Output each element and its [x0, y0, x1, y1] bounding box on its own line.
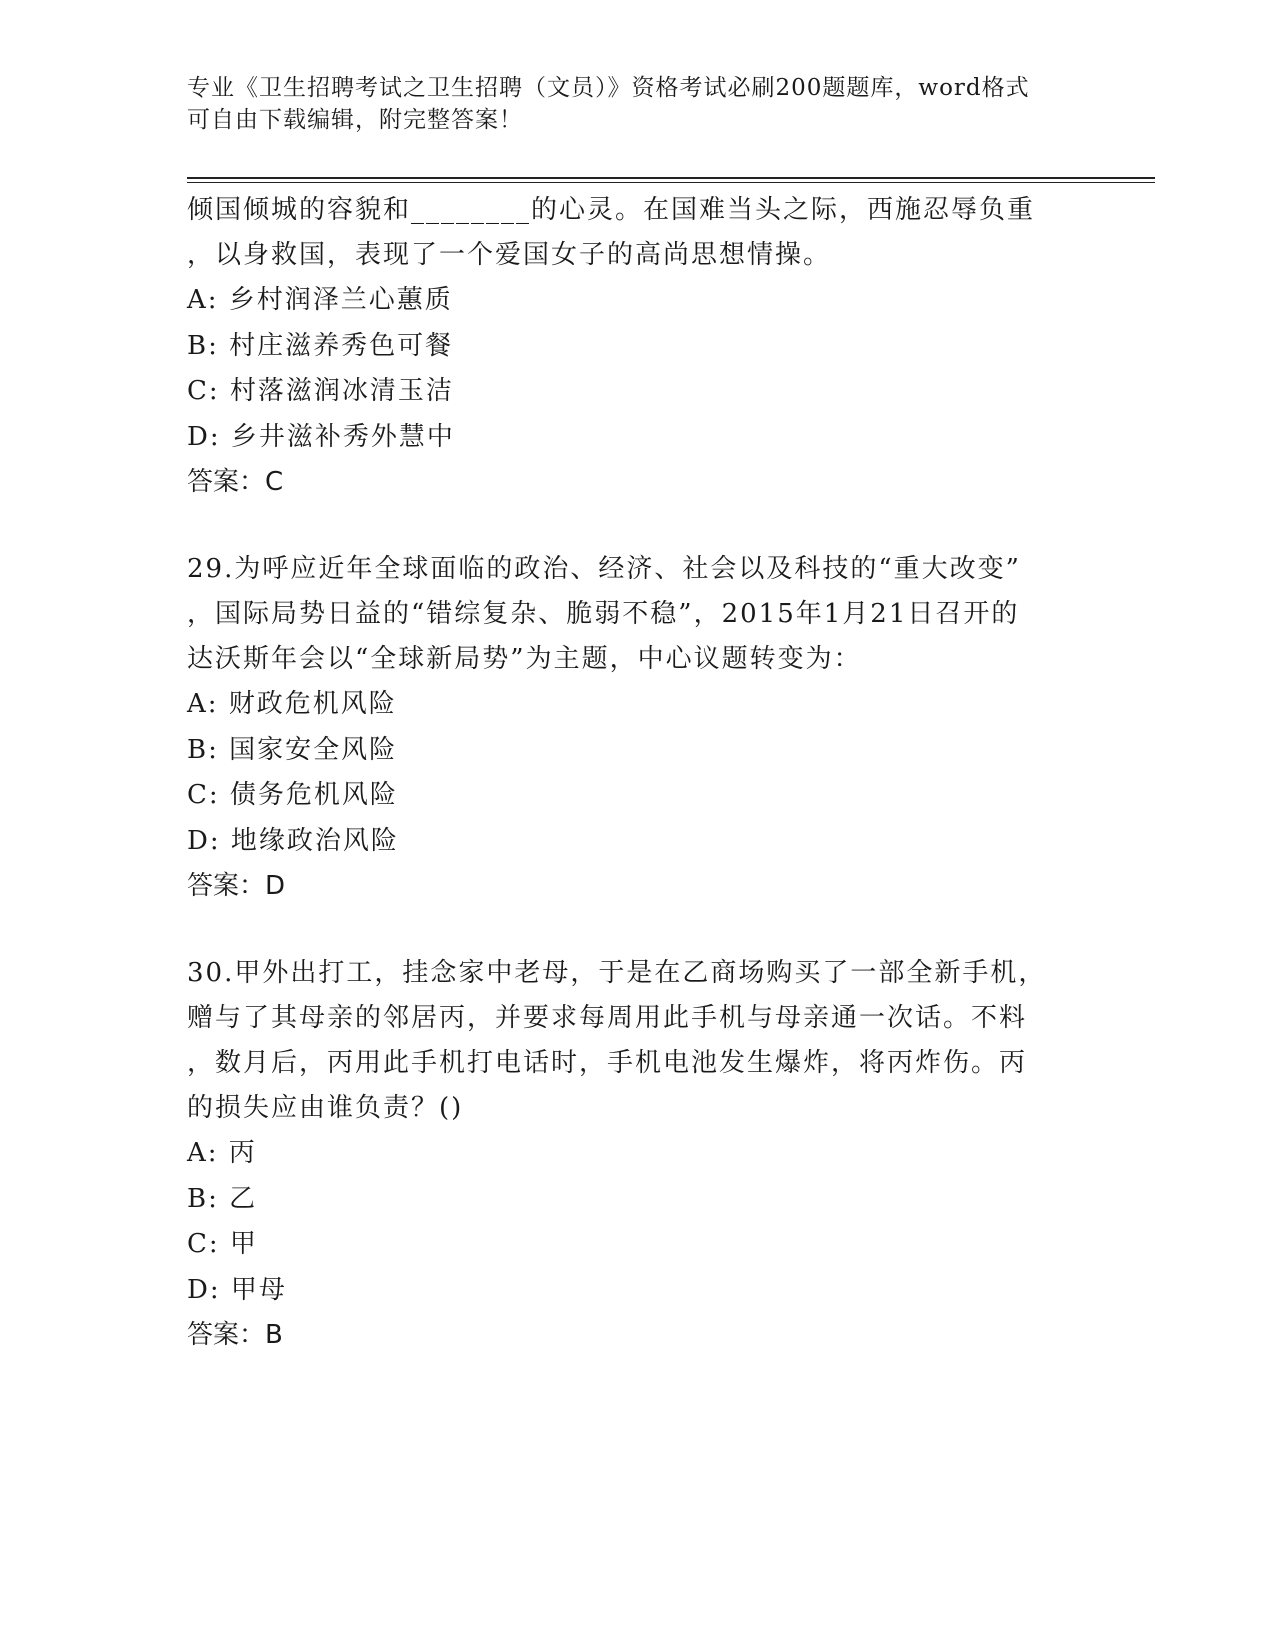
answer: 答案：C [187, 467, 284, 497]
question-28 [187, 188, 1097, 505]
option-c: C: 村落滋润冰清玉洁 [187, 376, 454, 406]
header-rule-thick [187, 177, 1155, 179]
answer: 答案：D [187, 871, 286, 901]
option-a: A: 乡村润泽兰心蕙质 [187, 285, 453, 315]
question-30 [187, 951, 1097, 1358]
question-text-line: 29.为呼应近年全球面临的政治、经济、社会以及科技的“重大改变” [187, 554, 1021, 584]
question-29 [187, 547, 1097, 909]
question-text-line: ，国际局势日益的“错综复杂、脆弱不稳”，2015年1月21日召开的 [187, 599, 1020, 629]
option-d: D: 地缘政治风险 [187, 825, 399, 856]
option-a: A: 丙 [187, 1138, 257, 1168]
question-text-line: ，以身救国，表现了一个爱国女子的高尚思想情操。 [187, 240, 832, 270]
option-d: D: 乡井滋补秀外慧中 [187, 421, 455, 452]
option-b: B: 乙 [187, 1183, 258, 1214]
header-line-1: 专业《卫生招聘考试之卫生招聘（文员）》资格考试必刷200题题库，word格式 [187, 75, 1030, 101]
question-text-line: 达沃斯年会以“全球新局势”为主题，中心议题转变为： [187, 644, 862, 674]
answer: 答案：B [187, 1320, 283, 1350]
spacer [187, 909, 1097, 951]
question-text-line: 倾国倾城的容貌和________的心灵。在国难当头之际，西施忍辱负重 [187, 195, 1036, 225]
option-c: C: 甲 [187, 1229, 258, 1259]
spacer [187, 505, 1097, 547]
header-line-2: 可自由下载编辑，附完整答案！ [187, 107, 523, 133]
document-body [187, 188, 1097, 1358]
option-c: C: 债务危机风险 [187, 780, 398, 810]
option-b: B: 村庄滋养秀色可餐 [187, 330, 454, 361]
option-b: B: 国家安全风险 [187, 734, 398, 765]
question-text-line: 30.甲外出打工，挂念家中老母，于是在乙商场购买了一部全新手机， [187, 958, 1047, 988]
document-header [187, 72, 1087, 136]
question-text-line: 赠与了其母亲的邻居丙，并要求每周用此手机与母亲通一次话。不料 [187, 1003, 1028, 1033]
question-text-line: 的损失应由谁负责？() [187, 1093, 464, 1123]
question-text-line: ，数月后，丙用此手机打电话时，手机电池发生爆炸，将丙炸伤。丙 [187, 1048, 1028, 1078]
option-d: D: 甲母 [187, 1274, 287, 1305]
option-a: A: 财政危机风险 [187, 689, 397, 719]
header-rule-thin [187, 182, 1155, 183]
